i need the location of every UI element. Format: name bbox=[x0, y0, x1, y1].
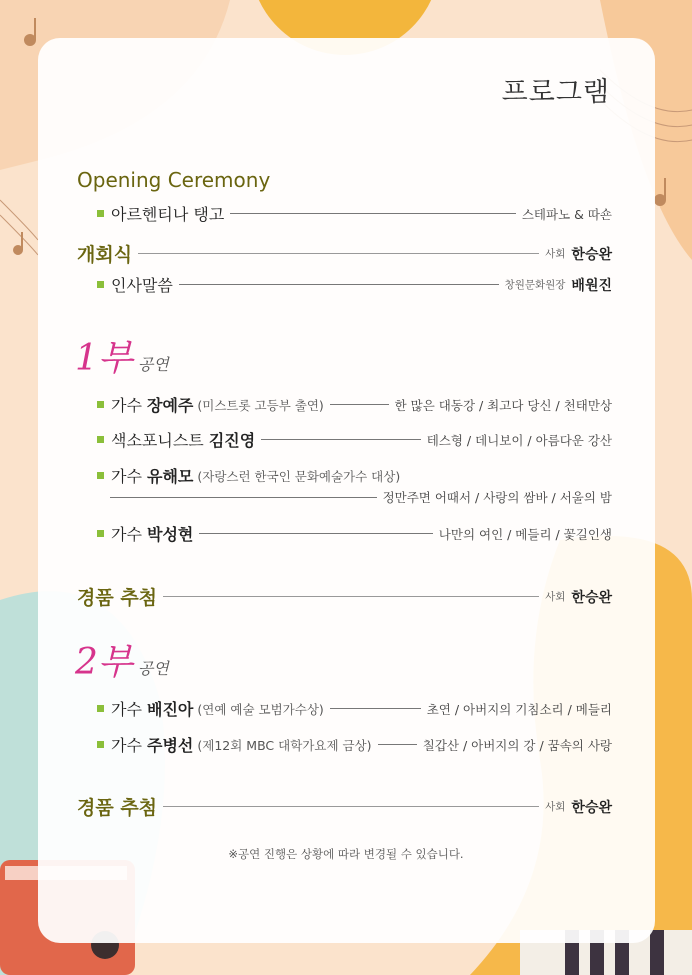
part1-item bbox=[97, 522, 612, 545]
bullet-icon bbox=[97, 436, 104, 443]
part2-item bbox=[97, 733, 612, 756]
kaehoe-person: 한승완 bbox=[571, 246, 612, 263]
kaehoe-heading: 개회식 bbox=[77, 244, 133, 266]
part1-item bbox=[97, 393, 612, 416]
item-songs: 초연 / 아버지의 기침소리 / 메들리 bbox=[426, 701, 612, 717]
speech-person: 배원진 bbox=[571, 277, 612, 294]
item-role: 가수 bbox=[111, 396, 142, 415]
lottery1-heading: 경품 추첨 bbox=[77, 587, 158, 609]
leader-line bbox=[163, 596, 539, 597]
lottery2-person: 한승완 bbox=[571, 799, 612, 816]
part1-num: 1부 bbox=[75, 338, 133, 379]
item-note: (자랑스런 한국인 문화예술가수 대상) bbox=[197, 468, 401, 484]
item-note: (제12회 MBC 대학가요제 금상) bbox=[197, 737, 372, 753]
part2-num: 2부 bbox=[75, 642, 133, 683]
opening-heading: Opening Ceremony bbox=[77, 168, 271, 192]
bullet-icon bbox=[97, 401, 104, 408]
lottery1-person: 한승완 bbox=[571, 589, 612, 606]
part1-item bbox=[97, 464, 612, 487]
item-name: 장예주 bbox=[147, 396, 194, 415]
item-songs: 나만의 여인 / 메들리 / 꽃길인생 bbox=[438, 526, 612, 542]
leader-line bbox=[330, 404, 389, 405]
part1-item bbox=[97, 428, 612, 451]
item-name: 유해모 bbox=[147, 467, 194, 486]
item-name: 배진아 bbox=[147, 700, 194, 719]
lottery1-row bbox=[77, 583, 612, 610]
item-songs: 테스형 / 데니보이 / 아름다운 강산 bbox=[426, 432, 612, 448]
leader-line bbox=[163, 806, 539, 807]
item-songs: 한 많은 대동강 / 최고다 당신 / 천태만상 bbox=[394, 397, 612, 413]
speech-name: 인사말씀 bbox=[111, 276, 173, 295]
item-role: 가수 bbox=[111, 467, 142, 486]
leader-line bbox=[378, 744, 417, 745]
item-role: 색소포니스트 bbox=[111, 431, 204, 450]
leader-line bbox=[138, 253, 539, 254]
lottery2-role: 사회 bbox=[545, 801, 566, 813]
item-role: 가수 bbox=[111, 700, 142, 719]
lottery2-row bbox=[77, 793, 612, 820]
leader-line bbox=[330, 708, 421, 709]
item-name: 박성현 bbox=[147, 525, 194, 544]
lottery2-heading: 경품 추첨 bbox=[77, 797, 158, 819]
item-role: 가수 bbox=[111, 736, 142, 755]
part1-suffix: 공연 bbox=[137, 355, 169, 374]
leader-line bbox=[199, 533, 432, 534]
item-note: (연예 예술 모범가수상) bbox=[197, 701, 324, 717]
bullet-icon bbox=[97, 530, 104, 537]
leader-line bbox=[230, 213, 516, 214]
part2-heading bbox=[75, 634, 169, 685]
item-songs: 칠갑산 / 아버지의 강 / 꿈속의 사랑 bbox=[422, 737, 612, 753]
item-name: 아르헨티나 탱고 bbox=[111, 205, 225, 224]
part1-heading bbox=[75, 330, 169, 381]
item-name: 김진영 bbox=[208, 431, 256, 450]
page-title: 프로그램 bbox=[501, 77, 610, 108]
leader-line bbox=[261, 439, 421, 440]
kaehoe-row bbox=[77, 240, 612, 267]
bullet-icon bbox=[97, 705, 104, 712]
item-performer: 스테파노 & 따숀 bbox=[521, 206, 612, 222]
bullet-icon bbox=[97, 741, 104, 748]
part2-item bbox=[97, 697, 612, 720]
leader-line bbox=[179, 284, 499, 285]
leader-line bbox=[110, 497, 377, 498]
kaehoe-role: 사회 bbox=[545, 248, 566, 260]
part2-suffix: 공연 bbox=[137, 659, 169, 678]
item-role: 가수 bbox=[111, 525, 142, 544]
bullet-icon bbox=[97, 281, 104, 288]
bullet-icon bbox=[97, 210, 104, 217]
item-name: 주병선 bbox=[147, 736, 194, 755]
speech-item bbox=[97, 273, 612, 296]
item-songs: 정만주면 어때서 / 사랑의 쌈바 / 서울의 밤 bbox=[382, 490, 612, 505]
speech-role: 창원문화원장 bbox=[504, 279, 566, 291]
item-note: (미스트롯 고등부 출연) bbox=[197, 397, 324, 413]
part1-item-songs-row bbox=[110, 488, 612, 506]
bullet-icon bbox=[97, 472, 104, 479]
lottery1-role: 사회 bbox=[545, 591, 566, 603]
footnote: ※공연 진행은 상황에 따라 변경될 수 있습니다. bbox=[228, 847, 464, 861]
opening-item bbox=[97, 202, 612, 225]
